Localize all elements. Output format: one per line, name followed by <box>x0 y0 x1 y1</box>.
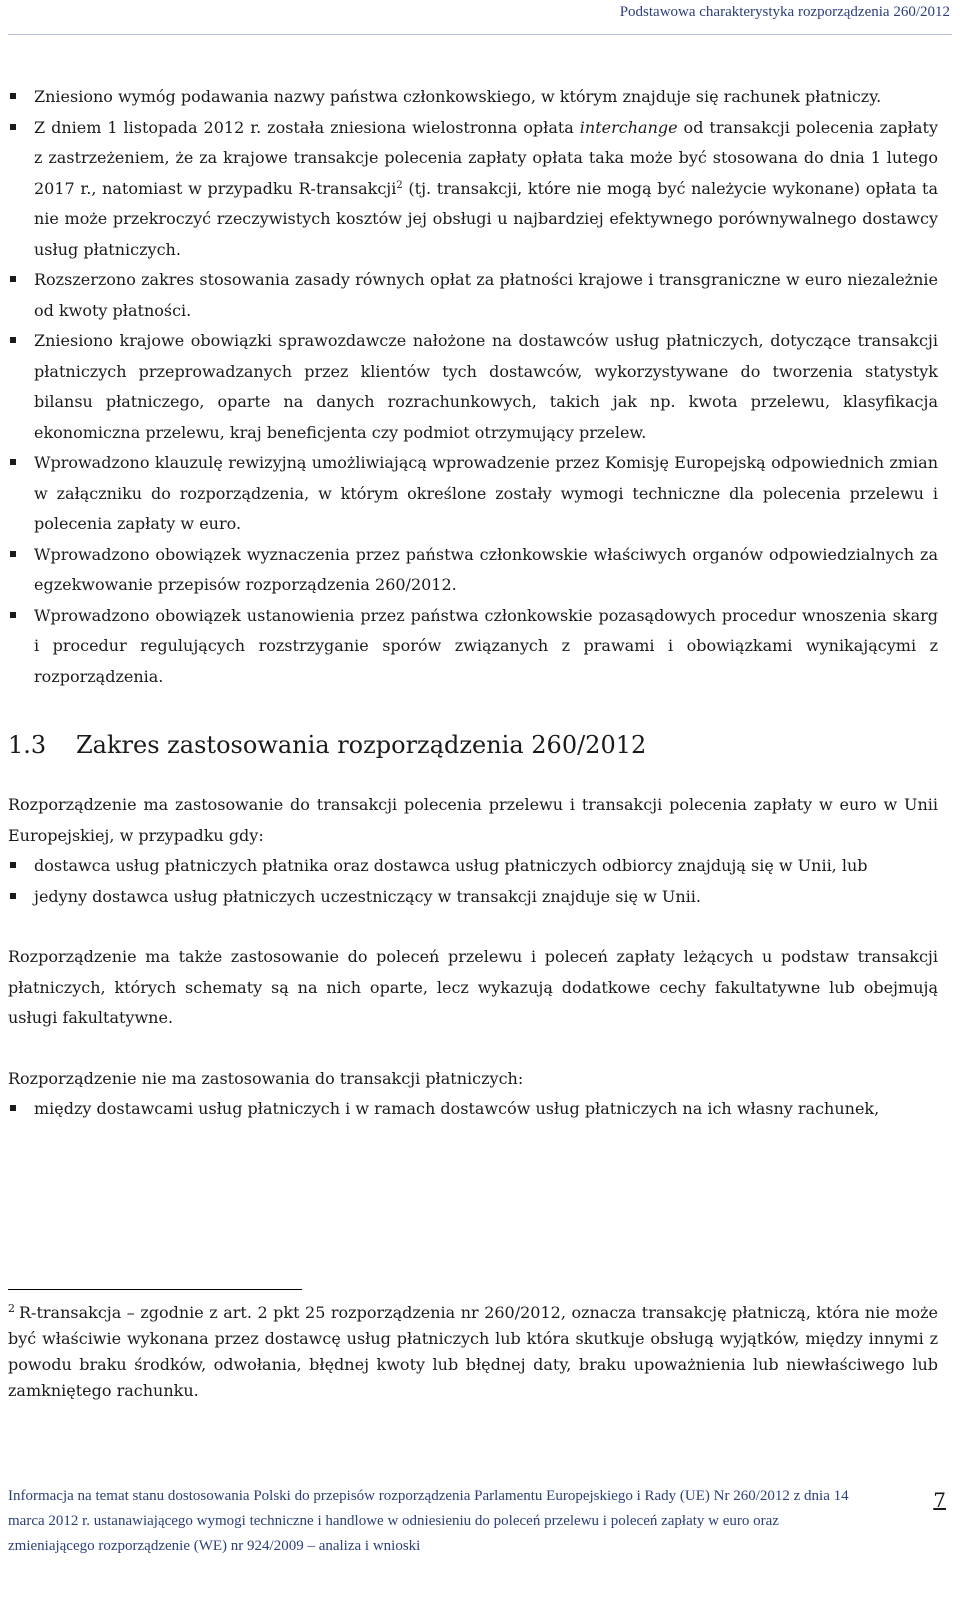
list-item <box>8 601 938 693</box>
bullet-icon <box>10 459 16 465</box>
list-item-text-part1: Z dniem 1 listopada 2012 r. została zniesiona wielostronna opłata <box>34 117 580 137</box>
footnote-reference[interactable]: 2 <box>396 179 403 191</box>
bullet-list-exclusions <box>8 1094 938 1125</box>
paragraph-exclusions: Rozporządzenie nie ma zastosowania do transakcji płatniczych: <box>8 1068 524 1088</box>
list-item-text: między dostawcami usług płatniczych i w ramach dostawców usług płatniczych na ich własny rachunek, <box>34 1099 880 1118</box>
section-number: 1.3 <box>8 731 47 759</box>
bullet-icon <box>10 337 16 343</box>
list-item-text: Zniesiono wymóg podawania nazwy państwa członkowskiego, w którym znajduje się rachunek płatniczy. <box>34 87 882 106</box>
list-item-text: Wprowadzono klauzulę rewizyjną umożliwiającą wprowadzenie przez Komisję Europejską odpowiednich zmian w załączniku do rozporządzenia, w którym określone zostały wymogi techniczne dla polecenia przelewu i polecenia zapłaty w euro. <box>34 453 938 533</box>
list-item-text: dostawca usług płatniczych płatnika oraz dostawca usług płatniczych odbiorcy znajdują się w Unii, lub <box>34 856 868 875</box>
bullet-list-conditions <box>8 851 938 912</box>
bullet-icon <box>10 1105 16 1111</box>
list-item-text: Wprowadzono obowiązek wyznaczenia przez państwa członkowskie właściwych organów odpowiedzialnych za egzekwowanie przepisów rozporządzenia 260/2012. <box>34 544 938 594</box>
page-footer: Informacja na temat stanu dostosowania Polski do przepisów rozporządzenia Parlamentu Europejskiego i Rady (UE) Nr 260/2012 z dnia 14 marca 2012 r. ustanawiającego wymogi techniczne i handlowe w odniesieniu do poleceń przelewu i poleceń zapłaty w euro oraz zmieniającego rozporządzenie (WE) nr 924/2009 – analiza i wnioski <box>8 1488 849 1554</box>
list-item <box>8 540 938 601</box>
list-item <box>8 82 938 113</box>
list-item-text: Zniesiono krajowe obowiązki sprawozdawcze nałożone na dostawców usług płatniczych, dotyczące transakcji płatniczych przeprowadzanych przez klientów tych dostawców, wykorzystywane do tworzenia statystyk bilansu płatniczego, oparte na danych rozrachunkowych, takich jak np. kwota przelewu, klasyfikacja ekonomiczna przelewu, kraj beneficjenta czy podmiot otrzymujący przelew. <box>34 331 938 442</box>
bullet-icon <box>10 551 16 557</box>
document-body <box>8 82 938 1125</box>
list-item <box>8 113 938 266</box>
list-item-text-part2: od transakcji polecenia zapłaty z zastrzeżeniem, że za krajowe transakcje polecenia zapłaty opłata taka może być stosowana do dnia 1 lutego 2017 r., natomiast w przypadku R-transakcji <box>34 117 938 198</box>
footnote-marker: 2 <box>8 1302 15 1315</box>
list-item-text: Rozszerzono zakres stosowania zasady równych opłat za płatności krajowe i transgraniczne w euro niezależnie od kwoty płatności. <box>34 270 938 320</box>
paragraph-additional-scope: Rozporządzenie ma także zastosowanie do poleceń przelewu i poleceń zapłaty leżących u podstaw transakcji płatniczych, których schematy są na nich oparte, lecz wykazują dodatkowe cechy fakultatywne lub obejmują usługi fakultatywne. <box>8 947 938 1027</box>
bullet-icon <box>10 124 16 130</box>
bullet-icon <box>10 862 16 868</box>
list-item-text-part3: (tj. transakcji, które nie mogą być należycie wykonane) opłata ta nie może przekroczyć rzeczywistych kosztów jej obsługi u najbardziej efektywnego porównywalnego dostawcy usług płatniczych. <box>34 178 938 259</box>
footnote-divider <box>8 1289 302 1290</box>
list-item-text: jedyny dostawca usług płatniczych uczestniczący w transakcji znajduje się w Unii. <box>34 886 701 906</box>
list-item-italic-term: interchange <box>579 117 678 137</box>
list-item-text: Wprowadzono obowiązek ustanowienia przez państwa członkowskie pozasądowych procedur wnoszenia skarg i procedur regulujących rozstrzyganie sporów związanych z prawami i obowiązkami wynikającymi z rozporządzenia. <box>34 605 938 686</box>
page-number: 7 <box>933 1488 946 1512</box>
section-heading <box>8 730 938 760</box>
bullet-icon <box>10 612 16 618</box>
footnote <box>8 1300 938 1404</box>
paragraph-scope: Rozporządzenie ma zastosowanie do transakcji polecenia przelewu i transakcji polecenia zapłaty w euro w Unii Europejskiej, w przypadku gdy: <box>8 795 938 845</box>
list-item <box>8 1094 938 1125</box>
footnote-text: R-transakcja – zgodnie z art. 2 pkt 25 rozporządzenia nr 260/2012, oznacza transakcję płatniczą, która nie może być właściwie wykonana przez dostawcę usług płatniczych lub która skutkuje obsługą wyjątków, między innymi z powodu braku środków, odwołania, błędnej kwoty lub błędnej daty, braku upoważnienia lub niewłaściwego lub zamkniętego rachunku. <box>8 1303 938 1400</box>
section-title: Zakres zastosowania rozporządzenia 260/2012 <box>76 731 647 759</box>
bullet-icon <box>10 93 16 99</box>
list-item <box>8 326 938 448</box>
list-item <box>8 851 938 882</box>
list-item <box>8 265 938 326</box>
bullet-list-top <box>8 82 938 692</box>
header-divider <box>8 34 952 35</box>
list-item <box>8 882 938 913</box>
list-item <box>8 448 938 540</box>
running-header: Podstawowa charakterystyka rozporządzenia 260/2012 <box>619 4 950 20</box>
bullet-icon <box>10 893 16 899</box>
bullet-icon <box>10 276 16 282</box>
